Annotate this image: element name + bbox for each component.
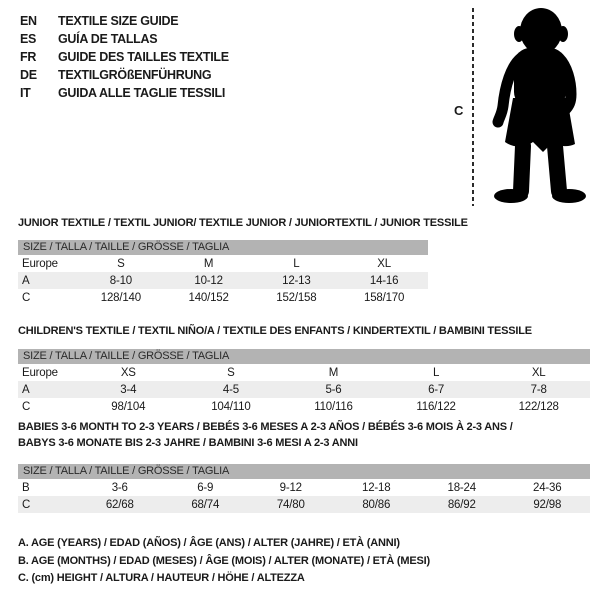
table-row <box>18 364 590 381</box>
table-cell: 8-10 <box>109 274 132 287</box>
table-cell: 98/104 <box>111 400 146 413</box>
row-label: A <box>22 274 30 287</box>
table-cell: S <box>227 366 235 379</box>
table-cell: M <box>328 366 339 379</box>
table-row <box>18 479 590 496</box>
junior-section-title: JUNIOR TEXTILE / TEXTIL JUNIOR/ TEXTILE JUNIOR / JUNIORTEXTIL / JUNIOR TESSILE <box>18 217 468 229</box>
table-cell: 62/68 <box>105 498 134 511</box>
table-cell: S <box>117 257 125 270</box>
row-label: A <box>22 383 30 396</box>
row-label: Europe <box>22 366 58 379</box>
table-row <box>18 381 590 398</box>
table-cell: 110/116 <box>314 400 353 413</box>
language-row-en <box>20 12 229 30</box>
table-cell: 116/122 <box>416 400 456 413</box>
children-size-table <box>18 349 590 415</box>
footnote-a: A. AGE (YEARS) / EDAD (AÑOS) / ÂGE (ANS) / ALTER (JAHRE) / ETÀ (ANNI) <box>18 537 400 549</box>
table-cell: 4-5 <box>222 383 239 396</box>
table-cell: 9-12 <box>279 481 302 494</box>
language-label: TEXTILGRÖßENFÜHRUNG <box>58 68 212 82</box>
table-cell: 7-8 <box>530 383 547 396</box>
baby-silhouette-image <box>481 6 599 206</box>
table-cell: 158/170 <box>364 291 405 304</box>
row-label: C <box>22 498 31 511</box>
language-label: GUÍA DE TALLAS <box>58 32 158 46</box>
babies-section-title-line1: BABIES 3-6 MONTH TO 2-3 YEARS / BEBÉS 3-6 MESES A 2-3 AÑOS / BÉBÉS 3-6 MOIS À 2-3 ANS / <box>18 421 513 433</box>
language-code: EN <box>20 14 37 28</box>
table-row <box>18 272 428 289</box>
row-label: Europe <box>22 257 58 270</box>
size-header-bar: SIZE / TALLA / TAILLE / GRÖSSE / TAGLIA <box>18 240 428 255</box>
footnote-b: B. AGE (MONTHS) / EDAD (MESES) / ÂGE (MOIS) / ALTER (MONATE) / ETÀ (MESI) <box>18 554 430 567</box>
table-cell: L <box>432 366 440 379</box>
table-cell: 6-9 <box>197 481 214 494</box>
language-row-fr <box>20 48 229 66</box>
table-cell: 3-6 <box>111 481 128 494</box>
table-cell: 6-7 <box>428 383 445 396</box>
language-code: FR <box>20 50 37 64</box>
row-label: C <box>22 400 31 413</box>
language-code: IT <box>20 86 31 100</box>
table-cell: 140/152 <box>188 291 229 304</box>
table-cell: 24-36 <box>533 481 562 494</box>
table-cell: 152/158 <box>276 291 317 304</box>
table-cell: XL <box>377 257 391 270</box>
language-list <box>20 12 229 102</box>
table-cell: M <box>203 257 214 270</box>
table-cell: 128/140 <box>100 291 141 304</box>
babies-size-table <box>18 464 590 513</box>
language-label: TEXTILE SIZE GUIDE <box>58 14 179 28</box>
table-cell: 14-16 <box>369 274 399 287</box>
table-cell: XS <box>120 366 136 379</box>
table-cell: 3-4 <box>120 383 137 396</box>
table-row <box>18 398 590 415</box>
size-header-bar: SIZE / TALLA / TAILLE / GRÖSSE / TAGLIA <box>18 349 590 364</box>
language-row-es <box>20 30 229 48</box>
language-row-it <box>20 84 229 102</box>
table-cell: 104/110 <box>211 400 251 413</box>
language-label: GUIDA ALLE TAGLIE TESSILI <box>58 86 226 100</box>
language-code: ES <box>20 32 37 46</box>
language-code: DE <box>20 68 37 82</box>
table-cell: L <box>293 257 300 270</box>
language-label: GUIDE DES TAILLES TEXTILE <box>58 50 229 64</box>
table-row <box>18 496 590 513</box>
table-cell: 68/74 <box>191 498 220 511</box>
table-cell: 10-12 <box>194 274 223 287</box>
table-row <box>18 255 428 272</box>
babies-section-title <box>18 419 513 451</box>
table-cell: 18-24 <box>447 481 476 494</box>
height-measure-label: C <box>454 103 464 118</box>
size-header-bar: SIZE / TALLA / TAILLE / GRÖSSE / TAGLIA <box>18 464 590 479</box>
junior-size-table <box>18 240 428 306</box>
children-section-title: CHILDREN'S TEXTILE / TEXTIL NIÑO/A / TEXTILE DES ENFANTS / KINDERTEXTIL / BAMBINI TESSILE <box>18 325 532 337</box>
table-cell: 12-13 <box>282 274 311 287</box>
row-label: C <box>22 291 31 304</box>
babies-section-title-line2: BABYS 3-6 MONATE BIS 2-3 JAHRE / BAMBINI 3-6 MESI A 2-3 ANNI <box>18 437 358 449</box>
table-cell: 86/92 <box>447 498 476 511</box>
footnote-c: C. (cm) HEIGHT / ALTURA / HAUTEUR / HÖHE / ALTEZZA <box>18 572 305 584</box>
table-cell: 74/80 <box>276 498 305 511</box>
table-cell: 122/128 <box>518 400 559 413</box>
footnote-legend <box>18 535 430 588</box>
table-cell: 80/86 <box>362 498 391 511</box>
table-cell: 12-18 <box>362 481 391 494</box>
table-cell: 92/98 <box>533 498 562 511</box>
table-cell: 5-6 <box>325 383 342 396</box>
language-row-de <box>20 66 229 84</box>
table-row <box>18 289 428 306</box>
row-label: B <box>22 481 30 494</box>
table-cell: XL <box>531 366 546 379</box>
height-dashed-line <box>472 8 474 206</box>
